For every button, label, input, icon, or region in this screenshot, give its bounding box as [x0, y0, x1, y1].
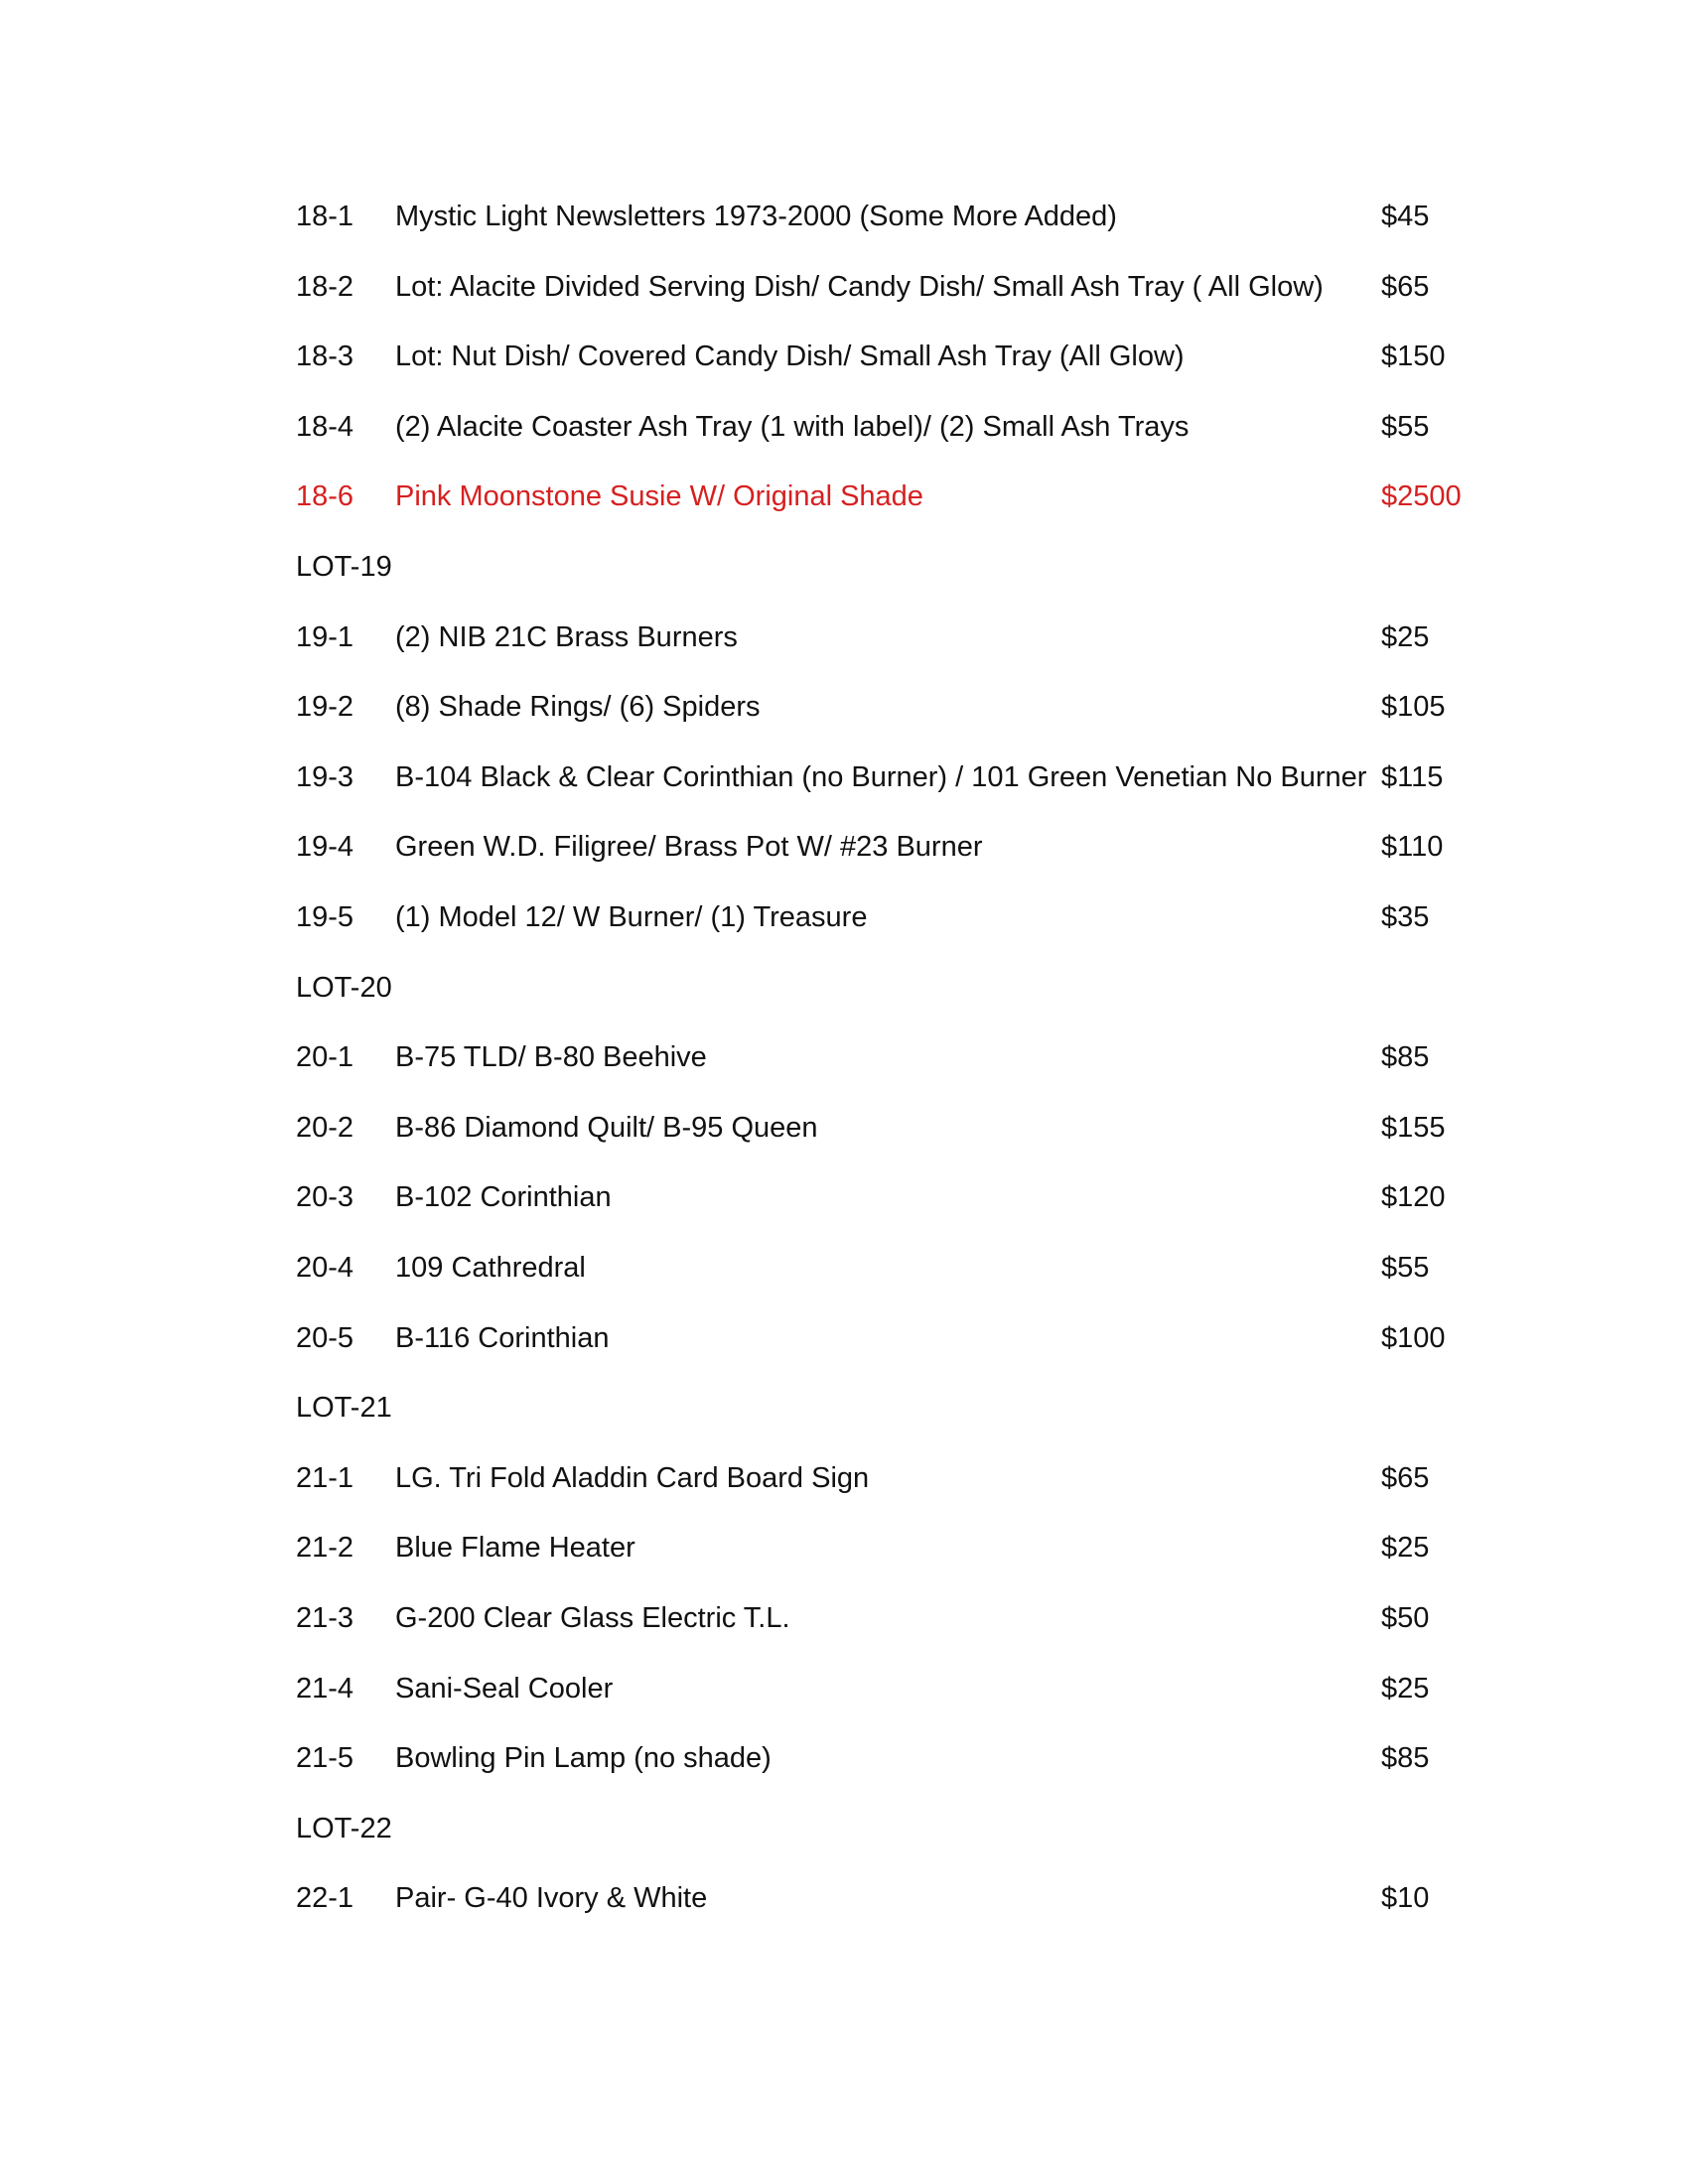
lot-item-row — [0, 615, 1688, 659]
item-description: LG. Tri Fold Aladdin Card Board Sign — [395, 1461, 870, 1494]
item-price: $25 — [1381, 1672, 1430, 1705]
item-description: Pair- G-40 Ivory & White — [395, 1882, 708, 1915]
item-price: $35 — [1381, 901, 1430, 933]
item-price: $85 — [1381, 1041, 1430, 1074]
lot-heading-row — [0, 545, 1688, 589]
item-price: $45 — [1381, 201, 1430, 232]
item-price: $55 — [1381, 1252, 1430, 1284]
item-price: $25 — [1381, 1532, 1430, 1565]
item-code: 18-4 — [296, 410, 354, 443]
item-description: G-200 Clear Glass Electric T.L. — [395, 1602, 790, 1634]
item-description: B-104 Black & Clear Corinthian (no Burner) / 101 Green Venetian No Burner — [395, 760, 1367, 793]
item-code: 19-2 — [296, 691, 354, 724]
lot-item-row — [0, 1106, 1688, 1150]
item-price: $50 — [1381, 1602, 1430, 1634]
item-price: $115 — [1381, 760, 1444, 793]
item-description: Green W.D. Filigree/ Brass Pot W/ #23 Burner — [395, 831, 983, 864]
item-code: 20-4 — [296, 1252, 354, 1284]
item-code: 19-5 — [296, 901, 354, 933]
lot-item-row — [0, 825, 1688, 869]
item-description: B-86 Diamond Quilt/ B-95 Queen — [395, 1111, 818, 1144]
lot-item-row — [0, 685, 1688, 729]
lot-heading: LOT-20 — [296, 971, 392, 1004]
item-code: 20-5 — [296, 1321, 354, 1354]
item-price: $120 — [1381, 1181, 1446, 1214]
lot-heading: LOT-22 — [296, 1812, 392, 1844]
item-code: 21-3 — [296, 1602, 354, 1634]
item-description: B-102 Corinthian — [395, 1181, 612, 1214]
item-price: $155 — [1381, 1111, 1446, 1144]
item-price: $110 — [1381, 831, 1444, 864]
item-code: 18-2 — [296, 270, 354, 303]
item-description: (8) Shade Rings/ (6) Spiders — [395, 691, 761, 724]
item-code: 19-3 — [296, 760, 354, 793]
item-price: $10 — [1381, 1882, 1430, 1915]
item-description: B-116 Corinthian — [395, 1321, 610, 1354]
item-description: (2) Alacite Coaster Ash Tray (1 with label)/ (2) Small Ash Trays — [395, 410, 1190, 443]
item-code: 20-3 — [296, 1181, 354, 1214]
item-price: $65 — [1381, 1461, 1430, 1494]
item-description: Lot: Alacite Divided Serving Dish/ Candy Dish/ Small Ash Tray ( All Glow) — [395, 270, 1324, 303]
item-description: Pink Moonstone Susie W/ Original Shade — [395, 480, 923, 513]
lot-item-row — [0, 1316, 1688, 1360]
item-description: (2) NIB 21C Brass Burners — [395, 620, 738, 653]
lot-item-row — [0, 1596, 1688, 1640]
lot-item-row — [0, 405, 1688, 449]
item-code: 21-5 — [296, 1742, 354, 1775]
lot-heading: LOT-19 — [296, 551, 392, 583]
item-price: $2500 — [1381, 480, 1462, 513]
item-price: $105 — [1381, 691, 1446, 724]
lot-heading-row — [0, 1386, 1688, 1430]
item-price: $55 — [1381, 410, 1430, 443]
lot-item-row — [0, 895, 1688, 939]
lot-item-row — [0, 265, 1688, 309]
item-code: 18-6 — [296, 480, 354, 513]
lot-heading-row — [0, 1807, 1688, 1850]
item-code: 22-1 — [296, 1882, 354, 1915]
lot-item-row — [0, 1736, 1688, 1780]
lot-item-row — [0, 1035, 1688, 1079]
item-price: $100 — [1381, 1321, 1446, 1354]
item-code: 20-2 — [296, 1111, 354, 1144]
item-price: $150 — [1381, 341, 1446, 373]
lot-item-row — [0, 335, 1688, 378]
item-description: (1) Model 12/ W Burner/ (1) Treasure — [395, 901, 868, 933]
item-description: Lot: Nut Dish/ Covered Candy Dish/ Small Ash Tray (All Glow) — [395, 341, 1185, 373]
lot-item-row — [0, 755, 1688, 799]
item-price: $85 — [1381, 1742, 1430, 1775]
item-code: 21-4 — [296, 1672, 354, 1705]
item-code: 18-3 — [296, 341, 354, 373]
item-description: Blue Flame Heater — [395, 1532, 635, 1565]
lot-item-row — [0, 1456, 1688, 1500]
lot-item-row — [0, 1175, 1688, 1219]
item-description: 109 Cathredral — [395, 1252, 586, 1284]
lot-item-row-highlighted — [0, 475, 1688, 518]
item-description: Mystic Light Newsletters 1973-2000 (Some More Added) — [395, 201, 1117, 232]
lot-item-row — [0, 1876, 1688, 1920]
lot-item-row — [0, 1526, 1688, 1570]
item-description: Bowling Pin Lamp (no shade) — [395, 1742, 772, 1775]
item-code: 20-1 — [296, 1041, 354, 1074]
item-description: B-75 TLD/ B-80 Beehive — [395, 1041, 707, 1074]
item-code: 18-1 — [296, 201, 354, 232]
lot-item-row — [0, 195, 1688, 238]
item-price: $25 — [1381, 620, 1430, 653]
item-description: Sani-Seal Cooler — [395, 1672, 614, 1705]
lot-item-row — [0, 1246, 1688, 1290]
item-code: 21-1 — [296, 1461, 354, 1494]
item-code: 19-1 — [296, 620, 354, 653]
lot-heading-row — [0, 966, 1688, 1010]
item-code: 19-4 — [296, 831, 354, 864]
item-code: 21-2 — [296, 1532, 354, 1565]
lot-item-row — [0, 1667, 1688, 1710]
lot-heading: LOT-21 — [296, 1392, 392, 1425]
item-price: $65 — [1381, 270, 1430, 303]
